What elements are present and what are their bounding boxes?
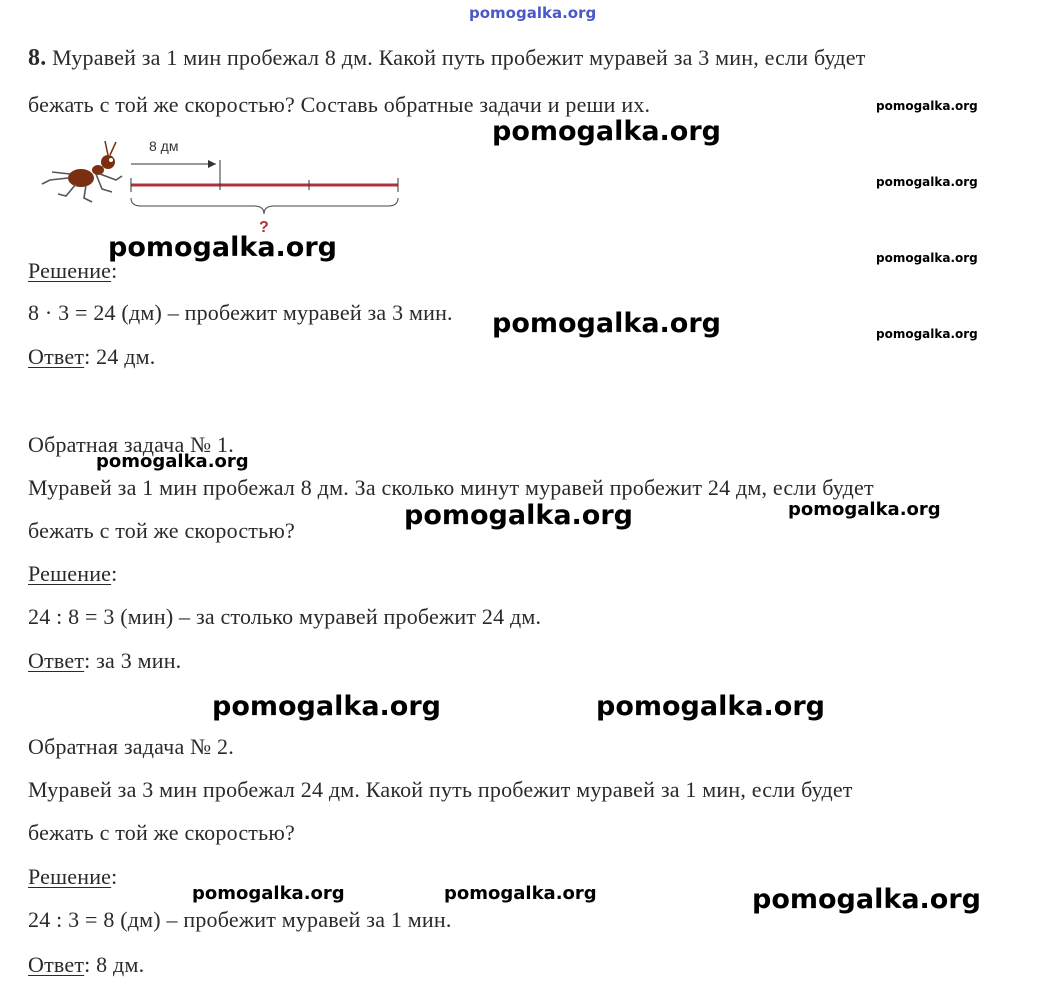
- solution-equation: 8 · 3 = 24 (дм) – пробежит муравей за 3 мин.: [28, 300, 453, 325]
- problem-line-1: [28, 46, 866, 70]
- question-mark: ?: [259, 219, 269, 234]
- ant-distance-diagram: [36, 134, 416, 234]
- watermark: pomogalka.org: [788, 499, 941, 520]
- watermark: pomogalka.org: [492, 116, 721, 147]
- brace: [131, 198, 398, 214]
- solution-answer: Ответ: 24 дм.: [28, 344, 156, 369]
- watermark: pomogalka.org: [492, 308, 721, 339]
- solution-heading: Решение:: [28, 258, 118, 283]
- segment-label: 8 дм: [149, 138, 179, 154]
- inverse1-answer: Ответ: за 3 мин.: [28, 648, 182, 673]
- problem-text-1: Муравей за 1 мин пробежал 8 дм. Какой путь пробежит муравей за 3 мин, если будет: [52, 45, 866, 70]
- inverse2-line-1: Муравей за 3 мин пробежал 24 дм. Какой путь пробежит муравей за 1 мин, если будет: [28, 777, 853, 802]
- watermark: pomogalka.org: [752, 884, 981, 915]
- watermark: pomogalka.org: [876, 251, 978, 265]
- watermark: pomogalka.org: [596, 691, 825, 722]
- inverse2-line-2: бежать с той же скоростью?: [28, 820, 295, 845]
- problem-number: 8.: [28, 45, 47, 71]
- watermark: pomogalka.org: [212, 691, 441, 722]
- inverse1-line-2: бежать с той же скоростью?: [28, 518, 295, 543]
- top-watermark: pomogalka.org: [469, 4, 597, 22]
- watermark: pomogalka.org: [96, 451, 249, 472]
- watermark: pomogalka.org: [876, 175, 978, 189]
- inverse1-equation: 24 : 8 = 3 (мин) – за столько муравей пробежит 24 дм.: [28, 604, 542, 629]
- inverse2-equation: 24 : 3 = 8 (дм) – пробежит муравей за 1 мин.: [28, 907, 452, 932]
- inverse1-title: Обратная задача № 1.: [28, 432, 234, 457]
- inverse2-answer: Ответ: 8 дм.: [28, 952, 145, 977]
- inverse1-line-1: Муравей за 1 мин пробежал 8 дм. За сколько минут муравей пробежит 24 дм, если будет: [28, 475, 874, 500]
- inverse1-solution-heading: Решение:: [28, 561, 118, 586]
- ant-icon: [42, 141, 122, 202]
- watermark: pomogalka.org: [876, 99, 978, 113]
- watermark: pomogalka.org: [108, 232, 337, 263]
- watermark: pomogalka.org: [404, 500, 633, 531]
- inverse2-solution-heading: Решение:: [28, 864, 118, 889]
- arrow-head-icon: [208, 160, 216, 168]
- watermark: pomogalka.org: [444, 883, 597, 904]
- watermark: pomogalka.org: [876, 327, 978, 341]
- inverse2-title: Обратная задача № 2.: [28, 734, 234, 759]
- watermark: pomogalka.org: [192, 883, 345, 904]
- problem-line-2: бежать с той же скоростью? Составь обратные задачи и реши их.: [28, 92, 651, 117]
